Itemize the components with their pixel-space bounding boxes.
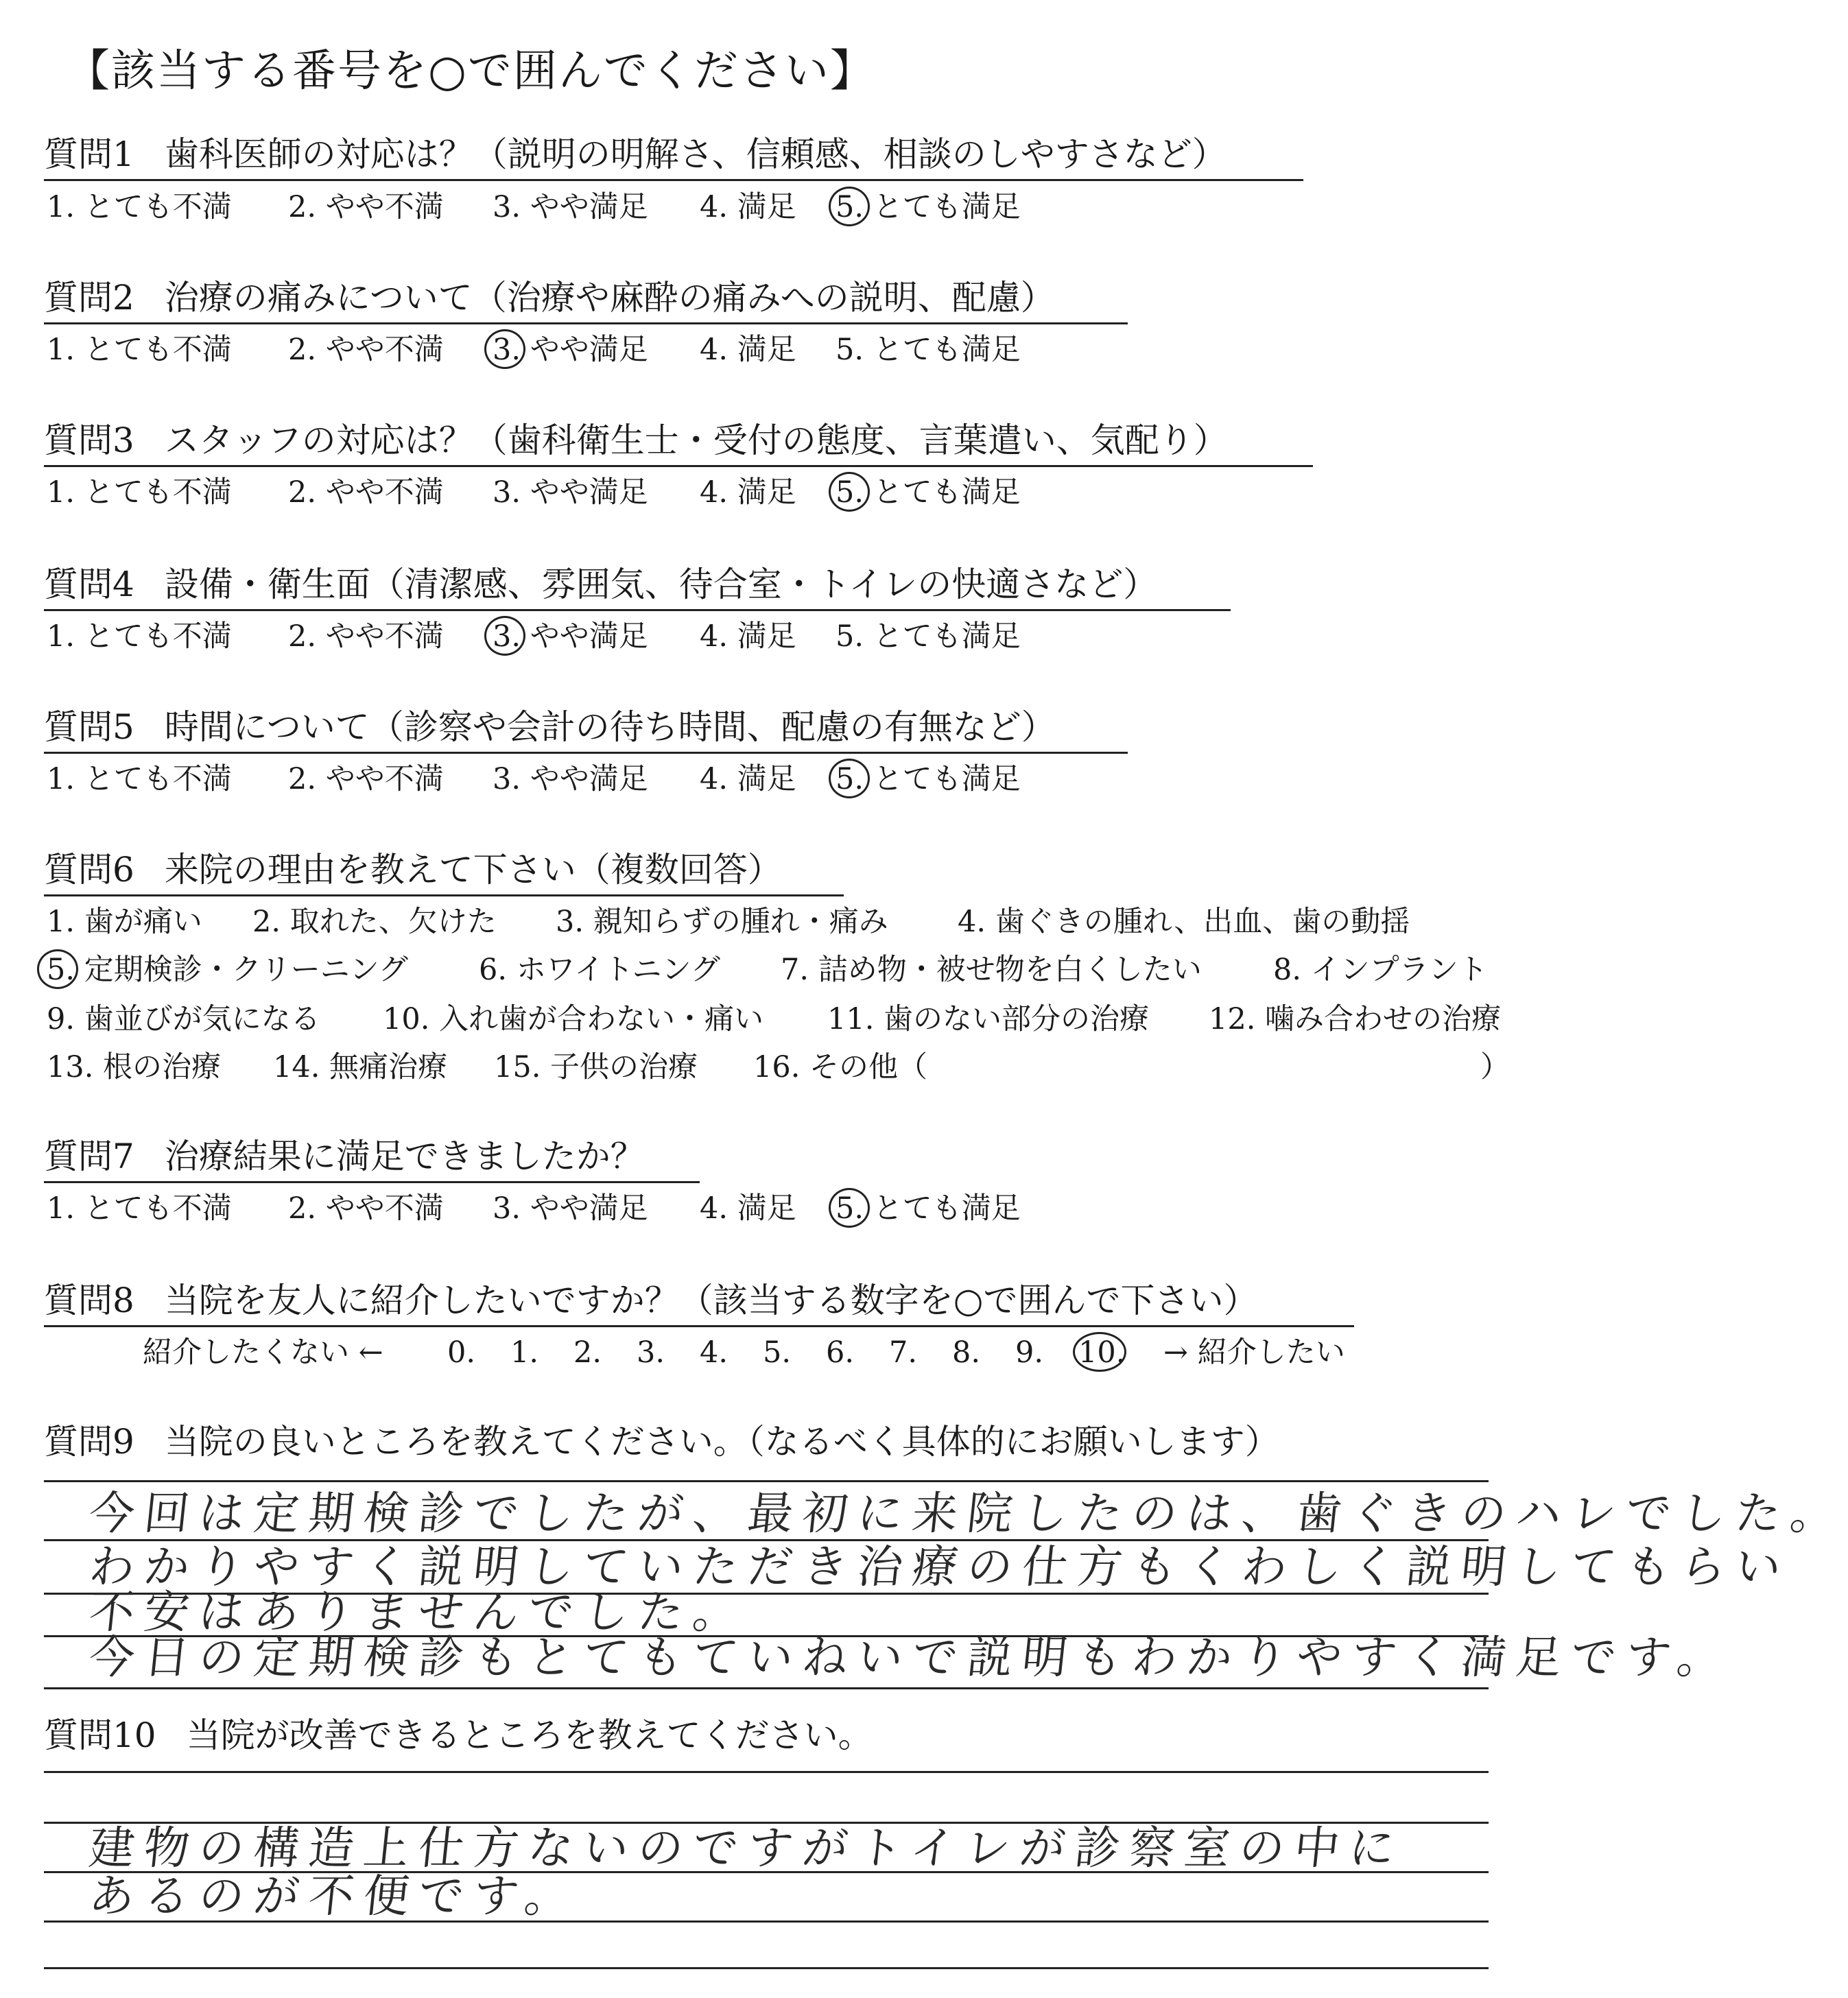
option-4[interactable]: 4. 満足 [700,333,796,367]
question-number: 質問3 [44,420,134,460]
reason-option[interactable]: 15. 子供の治療 [494,1050,698,1084]
handwritten-answer-line: わかりやすく説明していただき治療の仕方もくわしく説明してもらい [86,1541,1794,1593]
option-1[interactable]: 1. とても不満 [47,333,232,367]
reason-option[interactable]: 8. インプラント [1273,953,1488,987]
question-8-heading [44,1280,1354,1327]
question-10-heading [44,1715,873,1760]
scale-0[interactable]: 0. [447,1335,476,1370]
reason-option[interactable]: 14. 無痛治療 [273,1050,448,1084]
handwritten-answer-line: 今日の定期検診もとてもていねいで説明もわかりやすく満足です。 [86,1631,1735,1684]
question-2-heading [44,277,1128,324]
option-1[interactable]: 1. とても不満 [47,475,232,510]
option-4[interactable]: 4. 満足 [700,475,796,510]
option-3[interactable]: 3. やや満足 [493,762,648,796]
question-text: 当院の良いところを教えてください。（なるべく具体的にお願いします） [164,1422,1279,1462]
question-text: 設備・衛生面（清潔感、雰囲気、待合室・トイレの快適さなど） [164,564,1158,604]
option-3[interactable]: 3. やや満足 [493,619,648,654]
scale-3[interactable]: 3. [637,1335,665,1370]
option-3[interactable]: 3. やや満足 [493,475,648,510]
option-3[interactable]: 3. やや満足 [493,333,648,367]
handwritten-answer-line: あるのが不便です。 [86,1870,582,1923]
writing-line [44,1480,1489,1482]
other-close-paren: ） [1480,1050,1510,1084]
question-number: 質問9 [44,1422,134,1462]
scale-6[interactable]: 6. [826,1335,855,1370]
selected-answer-circle [1073,1332,1126,1372]
option-5[interactable]: 5. とても満足 [836,762,1021,796]
reason-option[interactable]: 2. 取れた、欠けた [252,905,497,939]
option-2[interactable]: 2. やや不満 [288,475,444,510]
option-5[interactable]: 5. とても満足 [836,475,1021,510]
question-text: 時間について（診察や会計の待ち時間、配慮の有無など） [164,707,1056,747]
question-number: 質問8 [44,1281,134,1320]
question-number: 質問7 [44,1137,134,1176]
recommend-left-label: 紹介したくない ← [143,1335,383,1370]
option-2[interactable]: 2. やや不満 [288,1191,444,1226]
question-9-heading [44,1421,1279,1466]
reason-option[interactable]: 6. ホワイトニング [479,953,720,987]
option-1[interactable]: 1. とても不満 [47,619,232,654]
scale-8[interactable]: 8. [952,1335,981,1370]
scale-7[interactable]: 7. [889,1335,918,1370]
selected-answer-circle [829,187,870,226]
question-text: 治療の痛みについて（治療や麻酔の痛みへの説明、配慮） [164,278,1055,318]
option-1[interactable]: 1. とても不満 [47,1191,232,1226]
reason-option[interactable]: 5. 定期検診・クリーニング [47,953,408,987]
question-text: 歯科医師の対応は？（説明の明解さ、信頼感、相談のしやすさなど） [164,134,1227,174]
question-number: 質問2 [44,278,134,318]
question-number: 質問10 [44,1715,156,1755]
reason-option[interactable]: 3. 親知らずの腫れ・痛み [556,905,888,939]
option-5[interactable]: 5. とても満足 [836,190,1021,224]
scale-5[interactable]: 5. [763,1335,792,1370]
option-4[interactable]: 4. 満足 [700,190,796,224]
question-text: 当院が改善できるところを教えてください。 [186,1715,873,1755]
selected-answer-circle [484,616,525,656]
reason-option-other[interactable]: 16. その他（ [753,1050,928,1084]
question-1-heading [44,134,1303,181]
question-text: 治療結果に満足できましたか？ [164,1137,645,1176]
scale-10[interactable]: 10. [1078,1335,1126,1370]
question-6-heading [44,849,844,896]
question-4-heading [44,564,1231,611]
scale-4[interactable]: 4. [700,1335,728,1370]
handwritten-answer-line: 今回は定期検診でしたが、最初に来院したのは、歯ぐきのハレでした。 [86,1487,1848,1540]
reason-option[interactable]: 4. 歯ぐきの腫れ、出血、歯の動揺 [958,905,1410,939]
reason-option[interactable]: 1. 歯が痛い [47,905,202,939]
option-5[interactable]: 5. とても満足 [836,1191,1021,1226]
question-number: 質問5 [44,707,134,747]
option-2[interactable]: 2. やや不満 [288,190,444,224]
option-2[interactable]: 2. やや不満 [288,619,444,654]
question-text: 来院の理由を教えて下さい（複数回答） [164,850,782,890]
question-text: 当院を友人に紹介したいですか？（該当する数字を○で囲んで下さい） [164,1281,1258,1320]
reason-option[interactable]: 13. 根の治療 [47,1050,222,1084]
option-5[interactable]: 5. とても満足 [836,333,1021,367]
selected-answer-circle [37,949,78,989]
writing-line [44,1967,1489,1969]
scale-2[interactable]: 2. [573,1335,602,1370]
writing-line [44,1687,1489,1689]
reason-option[interactable]: 10. 入れ歯が合わない・痛い [383,1002,764,1036]
handwritten-answer-line: 建物の構造上仕方ないのですがトイレが診察室の中に [86,1822,1407,1875]
question-number: 質問1 [44,134,134,174]
writing-line [44,1771,1489,1773]
question-number: 質問4 [44,564,134,604]
question-3-heading [44,420,1313,467]
question-7-heading [44,1136,700,1183]
selected-answer-circle [829,759,870,798]
selected-answer-circle [829,472,870,512]
recommend-right-label: → 紹介したい [1163,1335,1345,1370]
reason-option[interactable]: 7. 詰め物・被せ物を白くしたい [781,953,1202,987]
option-4[interactable]: 4. 満足 [700,619,796,654]
option-1[interactable]: 1. とても不満 [47,190,232,224]
option-4[interactable]: 4. 満足 [700,1191,796,1226]
selected-answer-circle [484,329,525,369]
reason-option[interactable]: 12. 噛み合わせの治療 [1209,1002,1502,1036]
option-2[interactable]: 2. やや不満 [288,333,444,367]
selected-answer-circle [829,1188,870,1228]
reason-option[interactable]: 9. 歯並びが気になる [47,1002,320,1036]
option-5[interactable]: 5. とても満足 [836,619,1021,654]
question-number: 質問6 [44,850,134,890]
question-text: スタッフの対応は？（歯科衛生士・受付の態度、言葉遣い、気配り） [164,420,1228,460]
option-3[interactable]: 3. やや満足 [493,1191,648,1226]
option-2[interactable]: 2. やや不満 [288,762,444,796]
question-5-heading [44,706,1128,754]
option-4[interactable]: 4. 満足 [700,762,796,796]
reason-option[interactable]: 11. 歯のない部分の治療 [827,1002,1150,1036]
scale-1[interactable]: 1. [510,1335,539,1370]
page-title: 【該当する番号を○で囲んでください】 [66,46,875,97]
option-3[interactable]: 3. やや満足 [493,190,648,224]
handwritten-answer-line: 不安はありませんでした。 [86,1586,751,1639]
option-1[interactable]: 1. とても不満 [47,762,232,796]
scale-9[interactable]: 9. [1015,1335,1044,1370]
